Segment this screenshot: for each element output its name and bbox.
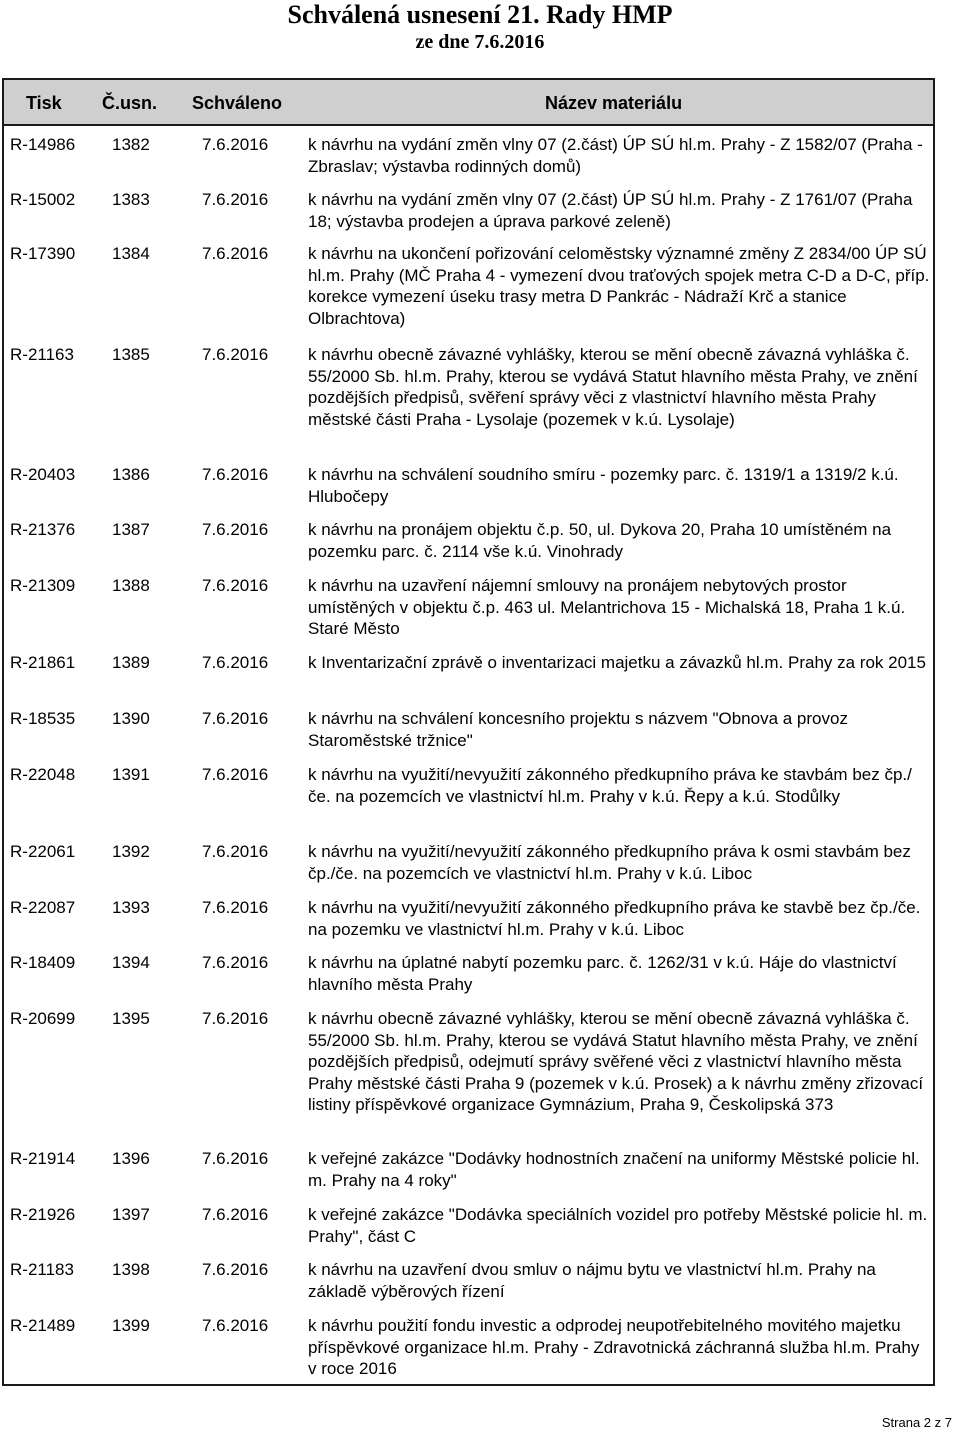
cell-cusn: 1391 [112, 765, 150, 784]
cell-tisk: R-21861 [10, 653, 76, 672]
cell-date: 7.6.2016 [202, 1260, 269, 1279]
cell-date: 7.6.2016 [202, 842, 269, 861]
cell-nazev: k návrhu na využití/nevyužití zákonného předkupního práva ke stavbě bez čp./če. na pozemku ve vlastnictví hl.m. Prahy v k.ú. Liboc [308, 898, 921, 939]
cell-date: 7.6.2016 [202, 1205, 269, 1224]
cell-nazev: k návrhu obecně závazné vyhlášky, kterou se mění obecně závazná vyhláška č. 55/2000 Sb. hl.m. Prahy, kterou se vydává Statut hlavního města Prahy, ve znění pozdějších předpisů, svěření správy věci z vlastnictví hlavního města Prahy městské části Praha - Lysolaje (pozemek v k.ú. Lysolaje) [308, 345, 918, 429]
cell-date: 7.6.2016 [202, 898, 269, 917]
cell-nazev: k návrhu na využití/nevyužití zákonného předkupního práva k osmi stavbám bez čp./če. na pozemcích ve vlastnictví hl.m. Prahy v k.ú. Liboc [308, 842, 911, 883]
cell-date: 7.6.2016 [202, 953, 269, 972]
cell-tisk: R-20403 [10, 465, 76, 484]
cell-cusn: 1392 [112, 842, 150, 861]
cell-cusn: 1399 [112, 1316, 150, 1335]
cell-nazev: k návrhu na úplatné nabytí pozemku parc. č. 1262/31 v k.ú. Háje do vlastnictví hlavního města Prahy [308, 953, 897, 994]
cell-nazev: k návrhu na pronájem objektu č.p. 50, ul. Dykova 20, Praha 10 umístěném na pozemku parc. č. 2114 vše k.ú. Vinohrady [308, 520, 892, 561]
cell-cusn: 1385 [112, 345, 150, 364]
cell-date: 7.6.2016 [202, 1316, 269, 1335]
cell-nazev: k návrhu na ukončení pořizování celoměstsky významné změny Z 2834/00 ÚP SÚ hl.m. Prahy (MČ Praha 4 - vymezení dvou traťových spojek metra C-D a D-C, příp. korekce vymezení úseku trasy metra D Pankrác - Nádraží Krč a stanice Olbrachtova) [308, 244, 930, 328]
cell-cusn: 1382 [112, 135, 150, 154]
cell-tisk: R-14986 [10, 135, 76, 154]
cell-tisk: R-22061 [10, 842, 76, 861]
cell-date: 7.6.2016 [202, 709, 269, 728]
cell-tisk: R-21376 [10, 520, 76, 539]
cell-nazev: k veřejné zakázce "Dodávky hodnostních značení na uniformy Městské policie hl. m. Prahy na 4 roky" [308, 1149, 920, 1190]
column-header-nazev: Název materiálu [545, 93, 683, 113]
cell-tisk: R-21914 [10, 1149, 76, 1168]
cell-tisk: R-17390 [10, 244, 76, 263]
cell-tisk: R-22048 [10, 765, 76, 784]
cell-nazev: k Inventarizační zprávě o inventarizaci majetku a závazků hl.m. Prahy za rok 2015 [308, 653, 926, 672]
column-header-tisk: Tisk [26, 93, 62, 113]
column-header-schvaleno: Schváleno [192, 93, 283, 113]
cell-cusn: 1395 [112, 1009, 150, 1028]
cell-tisk: R-21163 [10, 345, 74, 364]
cell-cusn: 1384 [112, 244, 150, 263]
cell-date: 7.6.2016 [202, 465, 269, 484]
cell-cusn: 1389 [112, 653, 150, 672]
cell-nazev: k návrhu na uzavření dvou smluv o nájmu bytu ve vlastnictví hl.m. Prahy na základě výběrových řízení [308, 1260, 876, 1301]
cell-tisk: R-21489 [10, 1316, 76, 1335]
cell-date: 7.6.2016 [202, 135, 269, 154]
cell-cusn: 1396 [112, 1149, 150, 1168]
cell-tisk: R-15002 [10, 190, 76, 209]
cell-cusn: 1390 [112, 709, 150, 728]
cell-date: 7.6.2016 [202, 765, 269, 784]
column-header-cusn: Č.usn. [102, 93, 158, 113]
page-number: Strana 2 z 7 [881, 1415, 952, 1430]
cell-nazev: k návrhu na vydání změn vlny 07 (2.část) ÚP SÚ hl.m. Prahy - Z 1761/07 (Praha 18; výstavba prodejen a úprava parkové zeleně) [308, 190, 913, 231]
cell-cusn: 1397 [112, 1205, 150, 1224]
cell-nazev: k veřejné zakázce "Dodávka speciálních vozidel pro potřeby Městské policie hl. m. Prahy", část C [308, 1205, 928, 1246]
cell-date: 7.6.2016 [202, 576, 269, 595]
cell-nazev: k návrhu na schválení koncesního projektu s názvem "Obnova a provoz Staroměstské tržnice" [308, 709, 848, 750]
resolutions-table [2, 78, 935, 1386]
cell-tisk: R-22087 [10, 898, 76, 917]
cell-cusn: 1386 [112, 465, 150, 484]
cell-cusn: 1393 [112, 898, 150, 917]
cell-cusn: 1394 [112, 953, 150, 972]
cell-nazev: k návrhu na využití/nevyužití zákonného předkupního práva ke stavbám bez čp./če. na pozemcích ve vlastnictví hl.m. Prahy v k.ú. Řepy a k.ú. Stodůlky [308, 765, 912, 806]
cell-tisk: R-18535 [10, 709, 76, 728]
cell-date: 7.6.2016 [202, 190, 269, 209]
cell-nazev: k návrhu obecně závazné vyhlášky, kterou se mění obecně závazná vyhláška č. 55/2000 Sb. hl.m. Prahy, kterou se vydává Statut hlavního města Prahy, ve znění pozdějších předpisů, odejmutí správy svěřené věci z vlastnictví hlavního města Prahy městské části Praha 9 (pozemek v k.ú. Prosek) a k návrhu změny zřizovací listiny příspěvkové organizace Gymnázium, Praha 9, Českolipská 373 [308, 1009, 924, 1114]
cell-date: 7.6.2016 [202, 244, 269, 263]
cell-tisk: R-21183 [10, 1260, 74, 1279]
cell-date: 7.6.2016 [202, 1009, 269, 1028]
cell-tisk: R-21309 [10, 576, 76, 595]
cell-tisk: R-21926 [10, 1205, 76, 1224]
cell-date: 7.6.2016 [202, 1149, 269, 1168]
cell-date: 7.6.2016 [202, 345, 269, 364]
cell-tisk: R-18409 [10, 953, 76, 972]
table-header [4, 80, 933, 126]
cell-nazev: k návrhu na uzavření nájemní smlouvy na pronájem nebytových prostor umístěných v objektu č.p. 463 ul. Melantrichova 15 - Michalská 18, Praha 1 k.ú. Staré Město [308, 576, 906, 638]
cell-date: 7.6.2016 [202, 653, 269, 672]
cell-date: 7.6.2016 [202, 520, 269, 539]
cell-cusn: 1387 [112, 520, 150, 539]
cell-nazev: k návrhu použití fondu investic a odprodej neupotřebitelného movitého majetku příspěvkové organizace hl.m. Prahy - Zdravotnická záchranná služba hl.m. Prahy v roce 2016 [308, 1316, 920, 1378]
cell-nazev: k návrhu na vydání změn vlny 07 (2.část) ÚP SÚ hl.m. Prahy - Z 1582/07 (Praha - Zbraslav; výstavba rodinných domů) [308, 135, 923, 176]
cell-cusn: 1398 [112, 1260, 150, 1279]
document-date: ze dne 7.6.2016 [415, 31, 545, 53]
cell-nazev: k návrhu na schválení soudního smíru - pozemky parc. č. 1319/1 a 1319/2 k.ú. Hlubočepy [308, 465, 899, 506]
document-title: Schválená usnesení 21. Rady HMP [287, 0, 673, 29]
cell-tisk: R-20699 [10, 1009, 76, 1028]
cell-cusn: 1383 [112, 190, 150, 209]
cell-cusn: 1388 [112, 576, 150, 595]
